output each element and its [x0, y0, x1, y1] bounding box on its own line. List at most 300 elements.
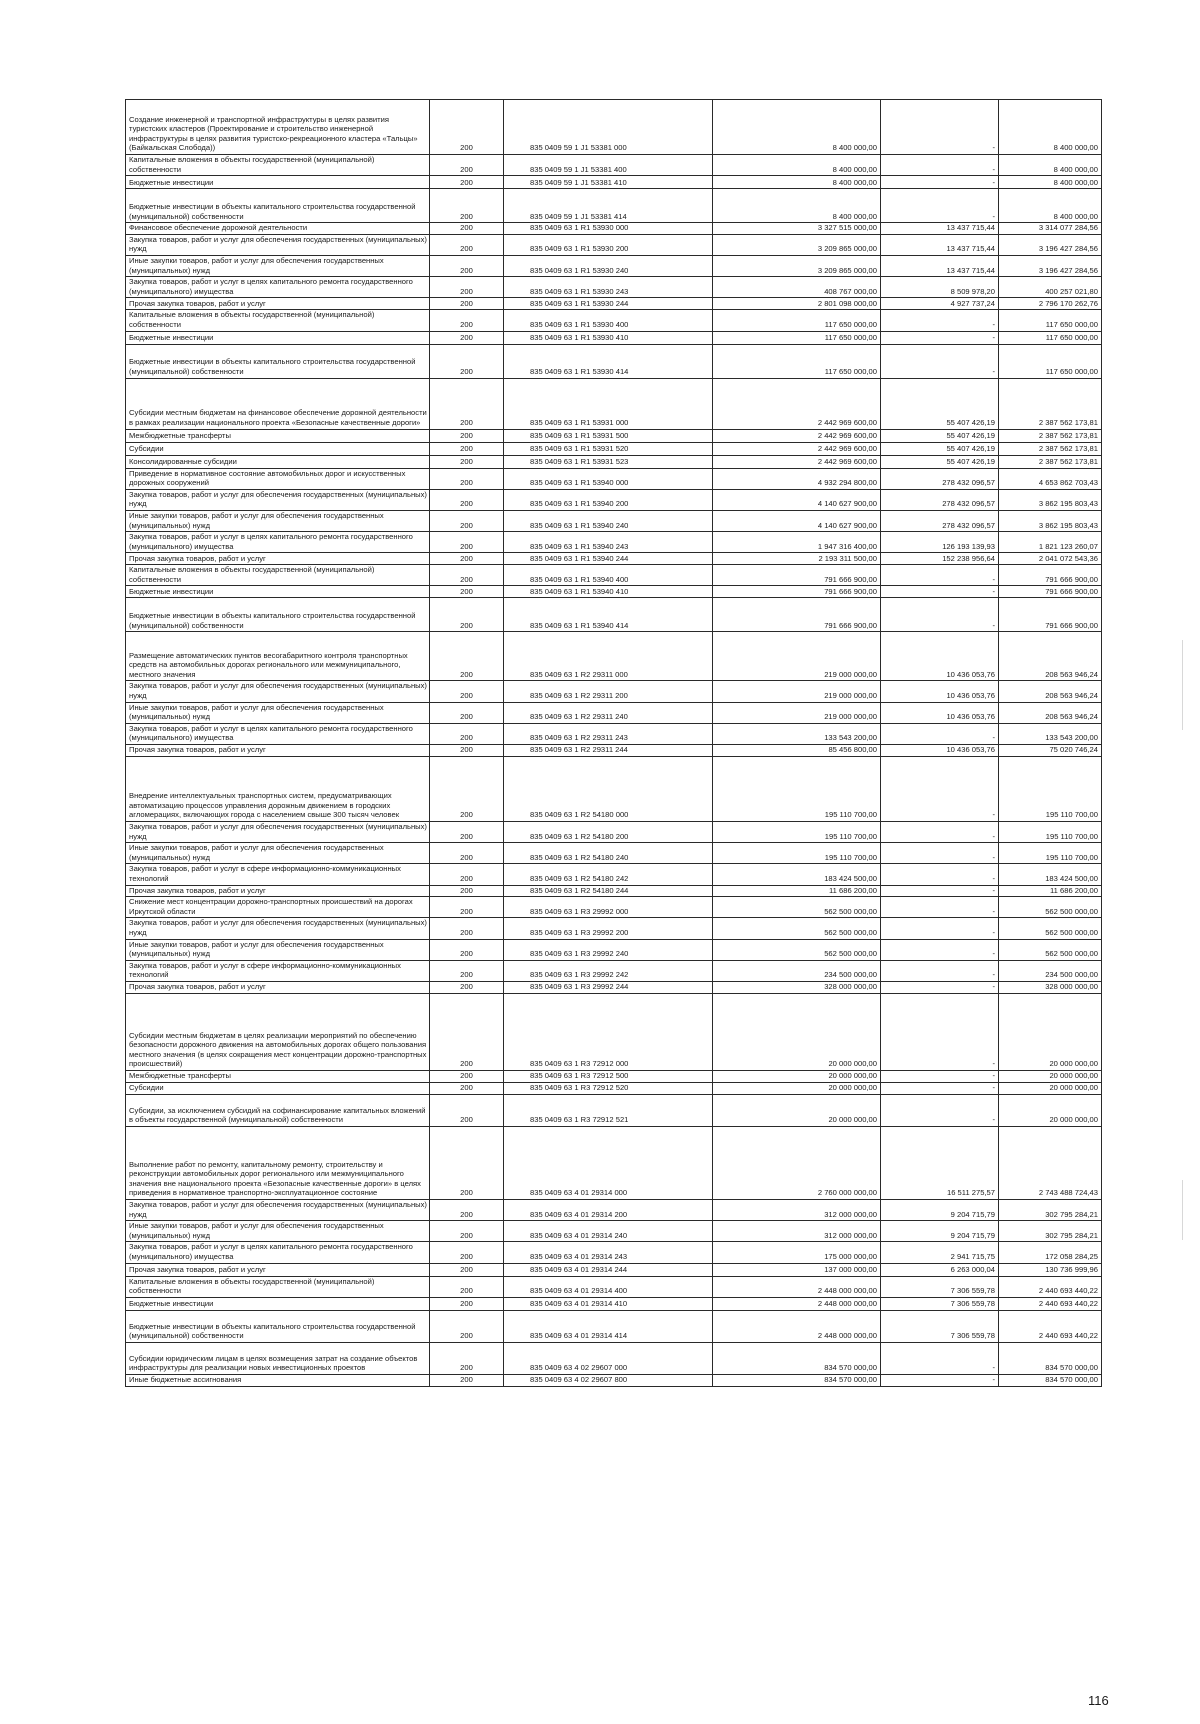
cell-name: Капитальные вложения в объекты государственной (муниципальной) собственности [126, 1276, 430, 1297]
cell-executed: - [881, 1082, 999, 1094]
cell-unexecuted: 834 570 000,00 [999, 1342, 1102, 1374]
cell-unexecuted: 3 314 077 284,56 [999, 223, 1102, 235]
cell-approved: 117 650 000,00 [713, 310, 881, 331]
cell-code: 200 [430, 822, 504, 843]
cell-code: 200 [430, 1126, 504, 1199]
cell-name: Прочая закупка товаров, работ и услуг [126, 553, 430, 565]
cell-name: Прочая закупка товаров, работ и услуг [126, 981, 430, 993]
cell-approved: 133 543 200,00 [713, 723, 881, 744]
cell-name: Закупка товаров, работ и услуг в целях капитального ремонта государственного (муниципального) имущества [126, 277, 430, 298]
cell-unexecuted: 195 110 700,00 [999, 843, 1102, 864]
cell-kbk: 835 0409 59 1 J1 53381 414 [504, 189, 713, 223]
cell-kbk: 835 0409 63 1 R3 72912 000 [504, 993, 713, 1070]
cell-kbk: 835 0409 63 1 R2 54180 200 [504, 822, 713, 843]
cell-executed: 55 407 426,19 [881, 429, 999, 442]
cell-unexecuted: 20 000 000,00 [999, 1094, 1102, 1126]
cell-unexecuted: 2 387 562 173,81 [999, 429, 1102, 442]
cell-unexecuted: 562 500 000,00 [999, 918, 1102, 939]
table-row [126, 468, 1102, 489]
cell-approved: 4 140 627 900,00 [713, 489, 881, 510]
cell-approved: 2 193 311 500,00 [713, 553, 881, 565]
cell-name: Закупка товаров, работ и услуг для обеспечения государственных (муниципальных) нужд [126, 822, 430, 843]
cell-kbk: 835 0409 63 1 R2 29311 244 [504, 745, 713, 757]
cell-approved: 562 500 000,00 [713, 918, 881, 939]
cell-code: 200 [430, 586, 504, 598]
scan-edge-mark [1182, 1180, 1183, 1240]
cell-unexecuted: 8 400 000,00 [999, 100, 1102, 155]
cell-unexecuted: 4 653 862 703,43 [999, 468, 1102, 489]
cell-name: Капитальные вложения в объекты государственной (муниципальной) собственности [126, 565, 430, 586]
table-row [126, 1276, 1102, 1297]
cell-unexecuted: 2 440 693 440,22 [999, 1276, 1102, 1297]
cell-unexecuted: 834 570 000,00 [999, 1374, 1102, 1386]
cell-approved: 834 570 000,00 [713, 1374, 881, 1386]
cell-approved: 791 666 900,00 [713, 598, 881, 632]
cell-name: Бюджетные инвестиции в объекты капитального строительства государственной (муниципальной) собственности [126, 1310, 430, 1342]
cell-unexecuted: 20 000 000,00 [999, 1082, 1102, 1094]
cell-name: Иные закупки товаров, работ и услуг для обеспечения государственных (муниципальных) нужд [126, 1221, 430, 1242]
cell-unexecuted: 791 666 900,00 [999, 598, 1102, 632]
cell-kbk: 835 0409 63 1 R1 53930 410 [504, 331, 713, 344]
cell-executed: - [881, 960, 999, 981]
table-row [126, 981, 1102, 993]
cell-executed: - [881, 843, 999, 864]
cell-code: 200 [430, 565, 504, 586]
cell-executed: - [881, 757, 999, 822]
cell-executed: 8 509 978,20 [881, 277, 999, 298]
cell-approved: 312 000 000,00 [713, 1221, 881, 1242]
table-row [126, 234, 1102, 255]
cell-code: 200 [430, 939, 504, 960]
table-row [126, 532, 1102, 553]
table-row [126, 553, 1102, 565]
cell-name: Иные закупки товаров, работ и услуг для обеспечения государственных (муниципальных) нужд [126, 843, 430, 864]
cell-kbk: 835 0409 63 1 R3 72912 500 [504, 1070, 713, 1082]
table-row [126, 632, 1102, 681]
cell-executed: - [881, 565, 999, 586]
cell-executed: - [881, 310, 999, 331]
table-row [126, 723, 1102, 744]
cell-code: 200 [430, 598, 504, 632]
cell-approved: 117 650 000,00 [713, 344, 881, 378]
cell-kbk: 835 0409 63 4 02 29607 000 [504, 1342, 713, 1374]
cell-executed: - [881, 1374, 999, 1386]
cell-approved: 183 424 500,00 [713, 864, 881, 885]
cell-code: 200 [430, 757, 504, 822]
table-row [126, 843, 1102, 864]
cell-code: 200 [430, 468, 504, 489]
cell-code: 200 [430, 189, 504, 223]
cell-executed: 7 306 559,78 [881, 1276, 999, 1297]
cell-code: 200 [430, 255, 504, 276]
cell-name: Закупка товаров, работ и услуг в сфере информационно-коммуникационных технологий [126, 960, 430, 981]
cell-name: Бюджетные инвестиции в объекты капитального строительства государственной (муниципальной) собственности [126, 598, 430, 632]
cell-approved: 195 110 700,00 [713, 843, 881, 864]
cell-name: Консолидированные субсидии [126, 455, 430, 468]
table-row [126, 1199, 1102, 1220]
cell-name: Приведение в нормативное состояние автомобильных дорог и искусственных дорожных сооружений [126, 468, 430, 489]
table-row [126, 1070, 1102, 1082]
table-row [126, 1242, 1102, 1263]
table-row [126, 586, 1102, 598]
cell-approved: 562 500 000,00 [713, 897, 881, 918]
cell-unexecuted: 400 257 021,80 [999, 277, 1102, 298]
table-row [126, 745, 1102, 757]
table-row [126, 223, 1102, 235]
cell-name: Межбюджетные трансферты [126, 1070, 430, 1082]
cell-approved: 219 000 000,00 [713, 702, 881, 723]
cell-executed: - [881, 100, 999, 155]
cell-executed: 55 407 426,19 [881, 378, 999, 429]
cell-executed: 6 263 000,04 [881, 1263, 999, 1276]
cell-executed: - [881, 176, 999, 189]
cell-executed: 9 204 715,79 [881, 1199, 999, 1220]
table-row [126, 681, 1102, 702]
cell-code: 200 [430, 918, 504, 939]
cell-name: Закупка товаров, работ и услуг в сфере информационно-коммуникационных технологий [126, 864, 430, 885]
cell-approved: 2 442 969 600,00 [713, 378, 881, 429]
cell-unexecuted: 8 400 000,00 [999, 189, 1102, 223]
cell-kbk: 835 0409 63 1 R3 29992 242 [504, 960, 713, 981]
cell-name: Капитальные вложения в объекты государственной (муниципальной) собственности [126, 310, 430, 331]
cell-unexecuted: 208 563 946,24 [999, 681, 1102, 702]
cell-approved: 2 442 969 600,00 [713, 442, 881, 455]
cell-code: 200 [430, 723, 504, 744]
table-row [126, 100, 1102, 155]
cell-executed: - [881, 1094, 999, 1126]
cell-executed: 278 432 096,57 [881, 468, 999, 489]
table-row [126, 1263, 1102, 1276]
cell-kbk: 835 0409 63 4 01 29314 243 [504, 1242, 713, 1263]
cell-name: Субсидии местным бюджетам в целях реализации мероприятий по обеспечению безопасности дорожного движения на автомобильных дорогах общего пользования местного значения (в целях сокращения мест концентрации дорожно-транспортных происшествий) [126, 993, 430, 1070]
cell-unexecuted: 133 543 200,00 [999, 723, 1102, 744]
cell-name: Закупка товаров, работ и услуг для обеспечения государственных (муниципальных) нужд [126, 918, 430, 939]
cell-unexecuted: 20 000 000,00 [999, 993, 1102, 1070]
cell-code: 200 [430, 885, 504, 897]
cell-approved: 8 400 000,00 [713, 155, 881, 176]
cell-unexecuted: 8 400 000,00 [999, 176, 1102, 189]
cell-code: 200 [430, 897, 504, 918]
cell-code: 200 [430, 1297, 504, 1310]
table-row [126, 455, 1102, 468]
cell-code: 200 [430, 532, 504, 553]
cell-unexecuted: 2 387 562 173,81 [999, 455, 1102, 468]
cell-kbk: 835 0409 63 1 R3 72912 520 [504, 1082, 713, 1094]
cell-unexecuted: 8 400 000,00 [999, 155, 1102, 176]
table-row [126, 1297, 1102, 1310]
cell-approved: 834 570 000,00 [713, 1342, 881, 1374]
cell-kbk: 835 0409 63 1 R1 53931 523 [504, 455, 713, 468]
cell-code: 200 [430, 1070, 504, 1082]
cell-code: 200 [430, 1221, 504, 1242]
table-row [126, 1094, 1102, 1126]
cell-unexecuted: 1 821 123 260,07 [999, 532, 1102, 553]
table-row [126, 757, 1102, 822]
cell-executed: 4 927 737,24 [881, 298, 999, 310]
cell-kbk: 835 0409 63 1 R1 53930 414 [504, 344, 713, 378]
table-row [126, 378, 1102, 429]
cell-name: Размещение автоматических пунктов весогабаритного контроля транспортных средств на автомобильных дорогах регионального или межмуниципального, местного значения [126, 632, 430, 681]
cell-code: 200 [430, 1374, 504, 1386]
cell-code: 200 [430, 960, 504, 981]
cell-kbk: 835 0409 63 1 R3 29992 200 [504, 918, 713, 939]
cell-unexecuted: 2 387 562 173,81 [999, 442, 1102, 455]
cell-name: Закупка товаров, работ и услуг для обеспечения государственных (муниципальных) нужд [126, 489, 430, 510]
cell-kbk: 835 0409 63 1 R2 54180 240 [504, 843, 713, 864]
cell-name: Субсидии юридическим лицам в целях возмещения затрат на создание объектов инфраструктуры для реализации новых инвестиционных проектов [126, 1342, 430, 1374]
cell-executed: 152 238 956,64 [881, 553, 999, 565]
cell-unexecuted: 75 020 746,24 [999, 745, 1102, 757]
cell-executed: 278 432 096,57 [881, 489, 999, 510]
cell-approved: 328 000 000,00 [713, 981, 881, 993]
cell-kbk: 835 0409 63 1 R1 53931 520 [504, 442, 713, 455]
cell-name: Закупка товаров, работ и услуг в целях капитального ремонта государственного (муниципального) имущества [126, 532, 430, 553]
cell-code: 200 [430, 155, 504, 176]
cell-approved: 219 000 000,00 [713, 681, 881, 702]
cell-executed: - [881, 723, 999, 744]
cell-approved: 11 686 200,00 [713, 885, 881, 897]
cell-code: 200 [430, 1342, 504, 1374]
table-row [126, 1342, 1102, 1374]
cell-approved: 2 448 000 000,00 [713, 1276, 881, 1297]
table-row [126, 277, 1102, 298]
cell-name: Бюджетные инвестиции [126, 331, 430, 344]
cell-unexecuted: 172 058 284,25 [999, 1242, 1102, 1263]
cell-kbk: 835 0409 63 1 R1 53940 000 [504, 468, 713, 489]
cell-kbk: 835 0409 63 1 R1 53930 243 [504, 277, 713, 298]
cell-approved: 2 442 969 600,00 [713, 455, 881, 468]
cell-name: Прочая закупка товаров, работ и услуг [126, 1263, 430, 1276]
cell-unexecuted: 3 196 427 284,56 [999, 255, 1102, 276]
cell-code: 200 [430, 310, 504, 331]
cell-executed: - [881, 155, 999, 176]
cell-name: Субсидии, за исключением субсидий на софинансирование капитальных вложений в объекты государственной (муниципальной) собственности [126, 1094, 430, 1126]
cell-approved: 20 000 000,00 [713, 993, 881, 1070]
cell-name: Закупка товаров, работ и услуг в целях капитального ремонта государственного (муниципального) имущества [126, 723, 430, 744]
cell-name: Прочая закупка товаров, работ и услуг [126, 885, 430, 897]
table-row [126, 1374, 1102, 1386]
cell-executed: - [881, 918, 999, 939]
table-row [126, 1126, 1102, 1199]
cell-code: 200 [430, 843, 504, 864]
cell-kbk: 835 0409 63 1 R2 29311 200 [504, 681, 713, 702]
cell-kbk: 835 0409 63 1 R1 53930 000 [504, 223, 713, 235]
cell-approved: 3 327 515 000,00 [713, 223, 881, 235]
cell-unexecuted: 562 500 000,00 [999, 939, 1102, 960]
cell-executed: 10 436 053,76 [881, 632, 999, 681]
cell-executed: 2 941 715,75 [881, 1242, 999, 1263]
cell-unexecuted: 2 387 562 173,81 [999, 378, 1102, 429]
cell-kbk: 835 0409 63 4 01 29314 400 [504, 1276, 713, 1297]
cell-code: 200 [430, 981, 504, 993]
cell-kbk: 835 0409 59 1 J1 53381 400 [504, 155, 713, 176]
cell-unexecuted: 791 666 900,00 [999, 565, 1102, 586]
table-row [126, 993, 1102, 1070]
cell-code: 200 [430, 277, 504, 298]
cell-kbk: 835 0409 63 1 R1 53931 000 [504, 378, 713, 429]
cell-unexecuted: 2 743 488 724,43 [999, 1126, 1102, 1199]
cell-approved: 4 140 627 900,00 [713, 510, 881, 531]
cell-executed: 9 204 715,79 [881, 1221, 999, 1242]
cell-kbk: 835 0409 63 1 R1 53930 240 [504, 255, 713, 276]
cell-approved: 312 000 000,00 [713, 1199, 881, 1220]
cell-code: 200 [430, 234, 504, 255]
table-row [126, 960, 1102, 981]
cell-unexecuted: 20 000 000,00 [999, 1070, 1102, 1082]
cell-name: Прочая закупка товаров, работ и услуг [126, 298, 430, 310]
table-row [126, 565, 1102, 586]
table-row [126, 885, 1102, 897]
cell-kbk: 835 0409 63 1 R2 29311 000 [504, 632, 713, 681]
cell-code: 200 [430, 681, 504, 702]
cell-kbk: 835 0409 63 1 R1 53940 400 [504, 565, 713, 586]
cell-code: 200 [430, 1242, 504, 1263]
cell-name: Иные закупки товаров, работ и услуг для обеспечения государственных (муниципальных) нужд [126, 939, 430, 960]
cell-unexecuted: 791 666 900,00 [999, 586, 1102, 598]
cell-executed: - [881, 331, 999, 344]
cell-approved: 234 500 000,00 [713, 960, 881, 981]
cell-kbk: 835 0409 63 1 R1 53930 244 [504, 298, 713, 310]
cell-executed: 13 437 715,44 [881, 255, 999, 276]
cell-approved: 1 947 316 400,00 [713, 532, 881, 553]
cell-name: Закупка товаров, работ и услуг для обеспечения государственных (муниципальных) нужд [126, 234, 430, 255]
cell-executed: - [881, 885, 999, 897]
cell-name: Бюджетные инвестиции [126, 586, 430, 598]
table-row [126, 510, 1102, 531]
table-row [126, 864, 1102, 885]
cell-code: 200 [430, 1082, 504, 1094]
cell-unexecuted: 3 196 427 284,56 [999, 234, 1102, 255]
cell-kbk: 835 0409 63 4 01 29314 410 [504, 1297, 713, 1310]
cell-unexecuted: 195 110 700,00 [999, 757, 1102, 822]
cell-approved: 2 448 000 000,00 [713, 1310, 881, 1342]
cell-approved: 562 500 000,00 [713, 939, 881, 960]
cell-executed: - [881, 189, 999, 223]
cell-unexecuted: 117 650 000,00 [999, 331, 1102, 344]
table-row [126, 702, 1102, 723]
cell-code: 200 [430, 176, 504, 189]
table-row [126, 255, 1102, 276]
cell-unexecuted: 562 500 000,00 [999, 897, 1102, 918]
table-row [126, 442, 1102, 455]
cell-executed: 13 437 715,44 [881, 234, 999, 255]
cell-name: Бюджетные инвестиции [126, 1297, 430, 1310]
cell-executed: - [881, 993, 999, 1070]
cell-code: 200 [430, 1310, 504, 1342]
cell-unexecuted: 130 736 999,96 [999, 1263, 1102, 1276]
cell-approved: 3 209 865 000,00 [713, 234, 881, 255]
cell-unexecuted: 195 110 700,00 [999, 822, 1102, 843]
table-row [126, 822, 1102, 843]
cell-executed: - [881, 1342, 999, 1374]
cell-code: 200 [430, 344, 504, 378]
cell-code: 200 [430, 429, 504, 442]
cell-executed: 13 437 715,44 [881, 223, 999, 235]
cell-name: Межбюджетные трансферты [126, 429, 430, 442]
cell-code: 200 [430, 510, 504, 531]
cell-approved: 137 000 000,00 [713, 1263, 881, 1276]
cell-name: Бюджетные инвестиции в объекты капитального строительства государственной (муниципальной) собственности [126, 189, 430, 223]
cell-unexecuted: 302 795 284,21 [999, 1199, 1102, 1220]
cell-approved: 791 666 900,00 [713, 565, 881, 586]
table-row [126, 344, 1102, 378]
cell-executed: - [881, 586, 999, 598]
cell-name: Капитальные вложения в объекты государственной (муниципальной) собственности [126, 155, 430, 176]
cell-unexecuted: 2 440 693 440,22 [999, 1310, 1102, 1342]
cell-unexecuted: 2 440 693 440,22 [999, 1297, 1102, 1310]
cell-name: Бюджетные инвестиции [126, 176, 430, 189]
cell-name: Снижение мест концентрации дорожно-транспортных происшествий на дорогах Иркутской области [126, 897, 430, 918]
cell-unexecuted: 208 563 946,24 [999, 632, 1102, 681]
cell-kbk: 835 0409 63 1 R2 29311 243 [504, 723, 713, 744]
cell-approved: 2 442 969 600,00 [713, 429, 881, 442]
cell-unexecuted: 208 563 946,24 [999, 702, 1102, 723]
cell-kbk: 835 0409 63 1 R1 53940 200 [504, 489, 713, 510]
cell-executed: - [881, 939, 999, 960]
cell-code: 200 [430, 489, 504, 510]
cell-kbk: 835 0409 63 1 R3 29992 240 [504, 939, 713, 960]
cell-approved: 20 000 000,00 [713, 1094, 881, 1126]
cell-name: Финансовое обеспечение дорожной деятельности [126, 223, 430, 235]
cell-unexecuted: 234 500 000,00 [999, 960, 1102, 981]
cell-executed: 10 436 053,76 [881, 681, 999, 702]
cell-executed: 7 306 559,78 [881, 1297, 999, 1310]
cell-executed: 278 432 096,57 [881, 510, 999, 531]
cell-approved: 85 456 800,00 [713, 745, 881, 757]
cell-executed: 126 193 139,93 [881, 532, 999, 553]
cell-approved: 2 801 098 000,00 [713, 298, 881, 310]
cell-approved: 408 767 000,00 [713, 277, 881, 298]
cell-name: Внедрение интеллектуальных транспортных систем, предусматривающих автоматизацию процессов управления дорожным движением в городских агломерациях, включающих города с населением свыше 300 тысяч человек [126, 757, 430, 822]
cell-code: 200 [430, 298, 504, 310]
cell-approved: 8 400 000,00 [713, 176, 881, 189]
cell-approved: 2 760 000 000,00 [713, 1126, 881, 1199]
table-row [126, 155, 1102, 176]
cell-kbk: 835 0409 63 1 R2 54180 000 [504, 757, 713, 822]
cell-unexecuted: 11 686 200,00 [999, 885, 1102, 897]
cell-name: Закупка товаров, работ и услуг в целях капитального ремонта государственного (муниципального) имущества [126, 1242, 430, 1263]
cell-approved: 8 400 000,00 [713, 189, 881, 223]
cell-unexecuted: 117 650 000,00 [999, 310, 1102, 331]
cell-name: Создание инженерной и транспортной инфраструктуры в целях развития туристских кластеров (Проектирование и строительство инженерной инфраструктуры в целях развития туристско-рекреационного кластера «Тальцы» (Байкальская Слобода)) [126, 100, 430, 155]
cell-approved: 4 932 294 800,00 [713, 468, 881, 489]
cell-kbk: 835 0409 63 1 R2 29311 240 [504, 702, 713, 723]
cell-executed: - [881, 822, 999, 843]
cell-executed: 55 407 426,19 [881, 455, 999, 468]
table-row [126, 897, 1102, 918]
cell-unexecuted: 3 862 195 803,43 [999, 489, 1102, 510]
cell-code: 200 [430, 702, 504, 723]
table-row [126, 1310, 1102, 1342]
table-row [126, 489, 1102, 510]
cell-code: 200 [430, 223, 504, 235]
cell-code: 200 [430, 864, 504, 885]
cell-kbk: 835 0409 63 1 R1 53940 240 [504, 510, 713, 531]
cell-approved: 3 209 865 000,00 [713, 255, 881, 276]
cell-executed: 10 436 053,76 [881, 702, 999, 723]
cell-executed: - [881, 598, 999, 632]
cell-unexecuted: 183 424 500,00 [999, 864, 1102, 885]
cell-kbk: 835 0409 63 1 R3 72912 521 [504, 1094, 713, 1126]
cell-code: 200 [430, 1094, 504, 1126]
cell-unexecuted: 3 862 195 803,43 [999, 510, 1102, 531]
cell-name: Иные закупки товаров, работ и услуг для обеспечения государственных (муниципальных) нужд [126, 510, 430, 531]
cell-unexecuted: 2 041 072 543,36 [999, 553, 1102, 565]
cell-code: 200 [430, 1199, 504, 1220]
cell-approved: 2 448 000 000,00 [713, 1297, 881, 1310]
cell-approved: 20 000 000,00 [713, 1082, 881, 1094]
cell-kbk: 835 0409 63 1 R3 29992 000 [504, 897, 713, 918]
